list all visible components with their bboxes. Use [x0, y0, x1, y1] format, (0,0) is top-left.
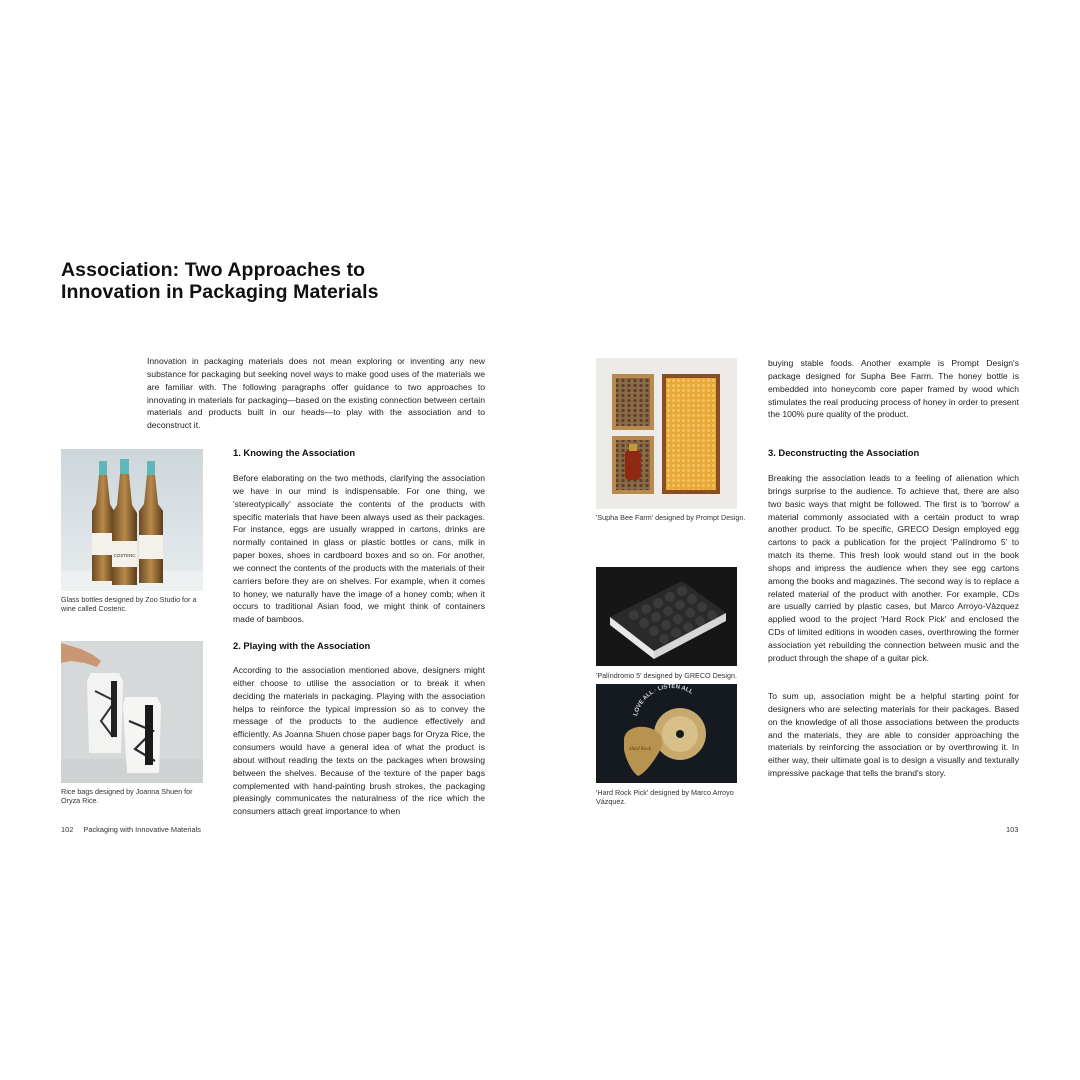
caption-bee: 'Supha Bee Farm' designed by Prompt Design.: [596, 513, 746, 522]
left-section-name: Packaging with Innovative Materials: [83, 825, 201, 834]
caption-palindromo: 'Palíndromo 5' designed by GRECO Design.: [596, 671, 737, 680]
caption-pick: 'Hard Rock Pick' designed by Marco Arroyo Vázquez.: [596, 788, 734, 806]
footer-left: [61, 825, 201, 834]
right-intro-paragraph: buying stable foods. Another example is Prompt Design's package designed for Supha Bee Farm. The honey bottle is embedded into honeycomb core paper framed by wood which stimulates the real producing process of honey in order to present the 100% pure quality of the product.: [768, 358, 1019, 420]
section-3-body: Breaking the association leads to a feeling of alienation which brings surprise to the audience. To achieve that, there are also two basic ways that might be followed. The first is to 'borrow' a material commonly associated with a certain product to wrap another product. To be specific, GRECO Design employed egg cartons to pack a publication for the project 'Palíndromo 5' to match its theme. This fresh look would stand out in the book shops and impress the audience when they see egg cartons among the books and magazines. The second way is to replace a related material of the product with another. For example, CDs are usually carried by plastic cases, but Marco Arroyo-Vázquez applied wood to the project 'Hard Rock Pick' and enclosed the CDs of limited editions in wooden cases, overthrowing the former association yet rebuilding the connection between music and the product through the shape of a guitar pick.: [768, 473, 1019, 663]
section-3-heading: 3. Deconstructing the Association: [768, 447, 920, 458]
title-line-1: Association: Two Approaches to: [61, 259, 366, 281]
section-1-body: Before elaborating on the two methods, clarifying the association we have in our mind is indispensable. For one thing, we 'stereotypically' associate the contents of the products with specific materials that have been always used as their packages. For instance, eggs are usually wrapped in cartons, drinks are normally contained in glass or plastic bottles or cans, milk in paper boxes, shoes in cardboard boxes and so on. For another, we connect the contents of the products with the materials of their carriers before they are on shelves. For example, when it comes to honey, we naturally have the image of a honey comb; when it occurs to traditional Asian food, we might think of containers made of bamboos.: [233, 473, 485, 625]
pick-tagline: LOVE ALL · LISTEN ALL: [632, 684, 694, 717]
section-2-heading: 2. Playing with the Association: [233, 640, 371, 651]
caption-rice: Rice bags designed by Joanna Shuen for Oryza Rice.: [61, 787, 193, 805]
title-line-2: Innovation in Packaging Materials: [61, 281, 379, 303]
wine-label-text: COSTENC: [113, 553, 136, 558]
wine-bottles-photo: [61, 449, 203, 591]
section-1-heading: 1. Knowing the Association: [233, 447, 356, 458]
caption-wine: Glass bottles designed by Zoo Studio for a wine called Costenc.: [61, 595, 197, 613]
conclusion-paragraph: To sum up, association might be a helpful starting point for designers who are selecting materials for their packages. Based on the knowledge of all those associations between the products and the materials, they are able to consider approaching the materials by reinforcing the association or by overthrowing it. In either way, their ultimate goal is to design a visually and texturally impressive package that tells the brand's story.: [768, 691, 1019, 779]
right-page-number: 103: [1006, 825, 1019, 834]
supha-bee-farm-photo: [596, 358, 737, 509]
rice-bags-photo: [61, 641, 203, 783]
left-page-number: 102: [61, 825, 74, 834]
hard-rock-pick-photo: [596, 684, 737, 783]
section-2-body: According to the association mentioned above, designers might either choose to utilise the association or to break it when deciding the materials in packaging. Playing with the association helps to reinforce the typical impression so as to convey the message of the products to the audience effectively and efficiently. As Joanna Shuen chose paper bags for Oryza Rice, the consumers would have a general idea of what the product is about without reading the texts on the packages when browsing between the shelves. Because of the texture of the paper bags complemented with hand-painting brush strokes, the packaging pleasingly communicates the naturalness of the rice which the consumers attach great importance to when: [233, 665, 485, 817]
palindromo-photo: [596, 567, 737, 666]
pick-logo-text: Hard Rock: [629, 747, 651, 752]
page-title: [61, 259, 501, 303]
intro-paragraph: Innovation in packaging materials does not mean exploring or inventing any new substance for packaging but seeking novel ways to make good uses of the materials we are familiar with. The following paragraphs offer guidance to two approaches to innovating in materials for packaging—based on the existing connection between certain materials and products built in our heads—to play with the association and to deconstruct it.: [147, 356, 485, 431]
